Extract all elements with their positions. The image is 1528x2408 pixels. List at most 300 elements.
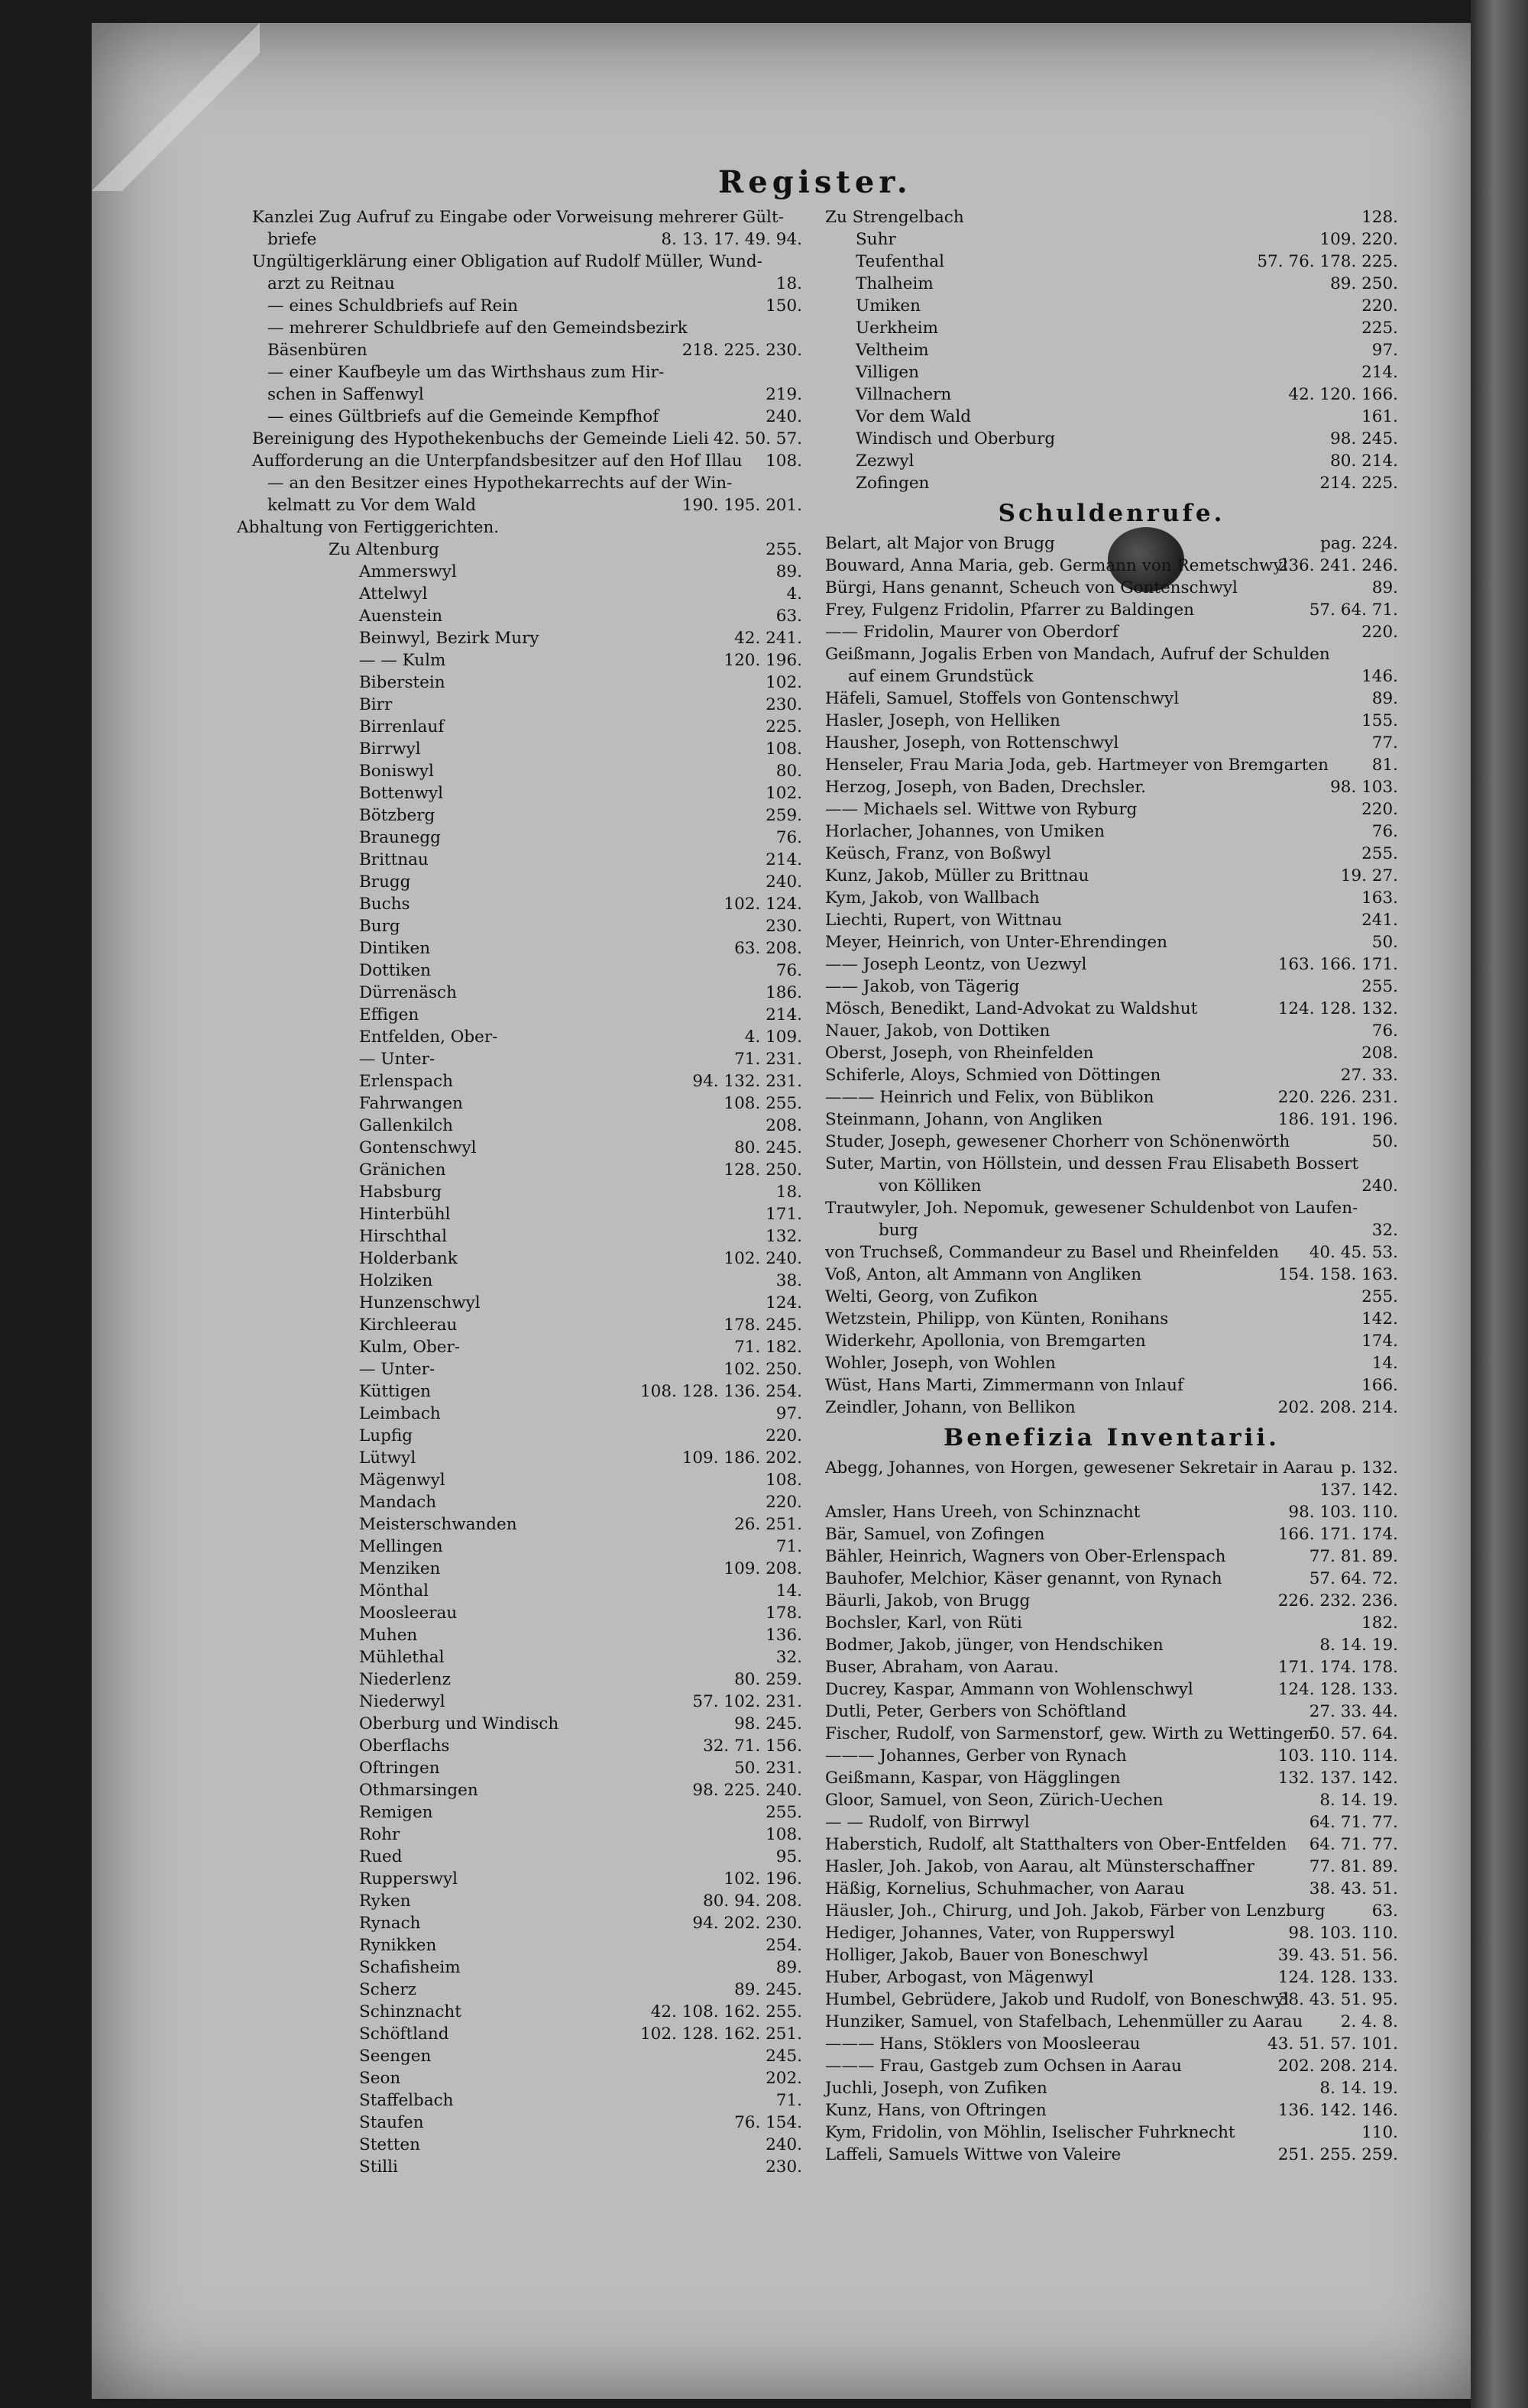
entry-name: Oftringen bbox=[359, 1759, 440, 1778]
entry-name: Voß, Anton, alt Ammann von Angliken bbox=[825, 1265, 1142, 1284]
entry-pages: 150. bbox=[766, 296, 802, 316]
entry-pages: 219. bbox=[766, 385, 802, 404]
register-entry bbox=[252, 1890, 802, 1912]
entry-pages: 89. bbox=[775, 1958, 802, 1977]
register-entry bbox=[252, 1447, 802, 1469]
entry-pages: 64. 71. 77. bbox=[1309, 1835, 1398, 1854]
entry-name: Umiken bbox=[856, 296, 921, 316]
entry-pages: 190. 195. 201. bbox=[681, 496, 802, 515]
entry-name: Haberstich, Rudolf, alt Statthalters von Ober-Entfelden bbox=[825, 1835, 1287, 1854]
entry-name: Othmarsingen bbox=[359, 1781, 478, 1800]
entry-pages: 42. 50. 57. bbox=[713, 429, 802, 448]
entry-pages: 241. bbox=[1361, 911, 1398, 930]
register-entry bbox=[252, 716, 802, 738]
entry-pages: 124. 128. 133. bbox=[1277, 1680, 1398, 1699]
entry-pages: 77. bbox=[1371, 733, 1398, 752]
entry-name: — mehrerer Schuldbriefe auf den Gemeindsbezirk bbox=[267, 319, 688, 338]
register-entry bbox=[825, 251, 1398, 273]
register-entry bbox=[252, 1624, 802, 1646]
entry-name: Nauer, Jakob, von Dottiken bbox=[825, 1021, 1050, 1041]
register-entry bbox=[252, 1580, 802, 1602]
entry-pages: 255. bbox=[1361, 844, 1398, 863]
register-entry bbox=[252, 2045, 802, 2067]
entry-name: Wüst, Hans Marti, Zimmermann von Inlauf bbox=[825, 1376, 1183, 1395]
entry-name: Seon bbox=[359, 2069, 401, 2088]
entry-name: Mägenwyl bbox=[359, 1471, 445, 1490]
entry-name: Dintiken bbox=[359, 939, 431, 958]
entry-pages: 14. bbox=[775, 1581, 802, 1600]
entry-pages: 38. 43. 51. 95. bbox=[1277, 1990, 1398, 2009]
entry-name: Rynikken bbox=[359, 1936, 437, 1955]
register-entry bbox=[825, 1966, 1398, 1989]
entry-pages: 161. bbox=[1361, 407, 1398, 426]
entry-name: Meisterschwanden bbox=[359, 1515, 517, 1534]
entry-pages: 77. 81. 89. bbox=[1309, 1547, 1398, 1566]
entry-name: Kunz, Hans, von Oftringen bbox=[825, 2101, 1047, 2120]
register-entry bbox=[252, 472, 802, 494]
entry-name: Mellingen bbox=[359, 1537, 443, 1556]
entry-pages: 225. bbox=[766, 717, 802, 736]
register-entry bbox=[825, 820, 1398, 843]
entry-name: Liechti, Rupert, von Wittnau bbox=[825, 911, 1063, 930]
entry-name: Häßig, Kornelius, Schuhmacher, von Aarau bbox=[825, 1879, 1185, 1898]
register-entry bbox=[252, 1824, 802, 1846]
entry-name: Zofingen bbox=[856, 474, 930, 493]
entry-pages: 142. bbox=[1361, 1309, 1398, 1329]
entry-pages: 124. bbox=[766, 1293, 802, 1312]
entry-name: Buchs bbox=[359, 895, 410, 914]
entry-name: Trautwyler, Joh. Nepomuk, gewesener Schuldenbot von Laufen- bbox=[825, 1199, 1358, 1218]
register-entry bbox=[252, 1934, 802, 1956]
register-entry bbox=[252, 738, 802, 760]
register-entry bbox=[825, 273, 1398, 295]
entry-pages: 39. 43. 51. 56. bbox=[1277, 1946, 1398, 1965]
entry-pages: 108. 255. bbox=[724, 1094, 802, 1113]
entry-name: auf einem Grundstück bbox=[848, 667, 1034, 686]
register-entry bbox=[252, 1358, 802, 1380]
entry-name: — Unter- bbox=[359, 1360, 435, 1379]
entry-name: Küttigen bbox=[359, 1382, 431, 1401]
entry-pages: 254. bbox=[766, 1936, 802, 1955]
entry-name: Remigen bbox=[359, 1803, 433, 1822]
register-entry bbox=[825, 865, 1398, 887]
entry-pages: 77. 81. 89. bbox=[1309, 1857, 1398, 1876]
register-entry bbox=[825, 2144, 1398, 2166]
register-entry bbox=[252, 1956, 802, 1979]
entry-name: Entfelden, Ober- bbox=[359, 1028, 498, 1047]
entry-pages: 240. bbox=[766, 407, 802, 426]
entry-pages: 50. 57. 64. bbox=[1309, 1724, 1398, 1743]
entry-name: —— Jakob, von Tägerig bbox=[825, 977, 1020, 996]
entry-name: Villnachern bbox=[856, 385, 952, 404]
entry-name: arzt zu Reitnau bbox=[267, 274, 395, 293]
register-entry bbox=[252, 1558, 802, 1580]
entry-name: Abhaltung von Fertiggerichten. bbox=[237, 518, 500, 537]
register-entry bbox=[252, 494, 802, 516]
entry-pages: 94. 202. 230. bbox=[692, 1914, 802, 1933]
entry-name: Aufforderung an die Unterpfandsbesitzer auf den Hof Illau bbox=[252, 452, 743, 471]
register-entry bbox=[825, 1723, 1398, 1745]
entry-name: Suter, Martin, von Höllstein, und dessen Frau Elisabeth Bossert bbox=[825, 1154, 1359, 1173]
entry-pages: 64. 71. 77. bbox=[1309, 1813, 1398, 1832]
entry-name: — — Rudolf, von Birrwyl bbox=[825, 1813, 1030, 1832]
register-entry bbox=[252, 295, 802, 317]
register-entry bbox=[252, 1292, 802, 1314]
entry-name: Bauhofer, Melchior, Käser genannt, von Rynach bbox=[825, 1569, 1222, 1588]
register-entry bbox=[252, 361, 802, 384]
entry-name: Kym, Jakob, von Wallbach bbox=[825, 888, 1040, 908]
register-entry bbox=[252, 273, 802, 295]
entry-name: Menziken bbox=[359, 1559, 441, 1578]
entry-name: Hinterbühl bbox=[359, 1205, 451, 1224]
register-entry bbox=[825, 998, 1398, 1020]
register-entry bbox=[252, 1536, 802, 1558]
entry-name: Schinznacht bbox=[359, 2002, 461, 2021]
register-entry bbox=[252, 2023, 802, 2045]
entry-pages: 186. bbox=[766, 983, 802, 1002]
entry-name: —— Michaels sel. Wittwe von Ryburg bbox=[825, 800, 1138, 819]
entry-pages: 76. 154. bbox=[734, 2113, 802, 2132]
register-entry bbox=[252, 804, 802, 827]
entry-name: Lupfig bbox=[359, 1426, 413, 1445]
register-entry bbox=[825, 532, 1398, 555]
entry-name: Leimbach bbox=[359, 1404, 441, 1423]
entry-name: Gallenkilch bbox=[359, 1116, 453, 1135]
entry-name: Rupperswyl bbox=[359, 1869, 458, 1889]
register-entry bbox=[252, 1469, 802, 1491]
entry-name: Biberstein bbox=[359, 673, 445, 692]
left-column bbox=[237, 206, 802, 2178]
register-entry bbox=[825, 406, 1398, 428]
entry-pages: 240. bbox=[766, 872, 802, 892]
entry-pages: 102. 196. bbox=[724, 1869, 802, 1889]
entry-name: Ammerswyl bbox=[359, 562, 457, 581]
entry-name: Buser, Abraham, von Aarau. bbox=[825, 1658, 1059, 1677]
entry-name: Birr bbox=[359, 695, 393, 714]
entry-name: Seengen bbox=[359, 2047, 432, 2066]
register-entry bbox=[825, 1989, 1398, 2011]
entry-name: Rued bbox=[359, 1847, 403, 1866]
entry-pages: 240. bbox=[1361, 1176, 1398, 1196]
entry-pages: 214. 225. bbox=[1319, 474, 1398, 493]
register-entry bbox=[825, 1197, 1398, 1219]
register-entry bbox=[825, 2077, 1398, 2099]
entry-pages: 220. bbox=[1361, 296, 1398, 316]
entry-name: ——— Hans, Stöklers von Moosleerau bbox=[825, 2034, 1141, 2054]
entry-name: Gontenschwyl bbox=[359, 1138, 477, 1157]
entry-name: — eines Gültbriefs auf die Gemeinde Kempfhof bbox=[267, 407, 659, 426]
register-entry bbox=[825, 1834, 1398, 1856]
entry-pages: 220. bbox=[766, 1426, 802, 1445]
register-entry bbox=[252, 2134, 802, 2156]
register-entry bbox=[252, 1248, 802, 1270]
entry-name: Hirschthal bbox=[359, 1227, 448, 1246]
entry-pages: 109. 208. bbox=[724, 1559, 802, 1578]
register-entry bbox=[825, 361, 1398, 384]
page-title: Register. bbox=[718, 164, 912, 200]
entry-pages: 8. 13. 17. 49. 94. bbox=[661, 230, 802, 249]
entry-name: Wohler, Joseph, von Wohlen bbox=[825, 1354, 1056, 1373]
register-entry bbox=[825, 206, 1398, 228]
entry-pages: 146. bbox=[1361, 667, 1398, 686]
register-entry bbox=[825, 1086, 1398, 1109]
entry-pages: 8. 14. 19. bbox=[1319, 1791, 1398, 1810]
entry-pages: 80. 245. bbox=[734, 1138, 802, 1157]
entry-name: Bouward, Anna Maria, geb. Germann von Remetschwyl bbox=[825, 556, 1288, 575]
entry-name: Thalheim bbox=[856, 274, 934, 293]
entry-pages: 76. bbox=[775, 828, 802, 847]
entry-pages: 109. 186. 202. bbox=[681, 1448, 802, 1468]
entry-pages: 89. bbox=[1371, 578, 1398, 597]
entry-name: Auenstein bbox=[359, 607, 443, 626]
register-entry bbox=[825, 776, 1398, 798]
register-entry bbox=[825, 1219, 1398, 1241]
entry-pages: 71. bbox=[775, 1537, 802, 1556]
entry-pages: 97. bbox=[1371, 341, 1398, 360]
entry-pages: 71. bbox=[775, 2091, 802, 2110]
register-entry bbox=[252, 1846, 802, 1868]
entry-pages: 214. bbox=[766, 1005, 802, 1024]
register-entry bbox=[252, 1092, 802, 1115]
entry-name: Boniswyl bbox=[359, 762, 434, 781]
entry-pages: 220. bbox=[1361, 623, 1398, 642]
register-entry bbox=[825, 599, 1398, 621]
entry-pages: 42. 120. 166. bbox=[1288, 385, 1398, 404]
register-entry bbox=[252, 1270, 802, 1292]
entry-name: Henseler, Frau Maria Joda, geb. Hartmeyer von Bremgarten bbox=[825, 756, 1329, 775]
entry-pages: 163. 166. 171. bbox=[1277, 955, 1398, 974]
entry-pages: 71. 231. bbox=[734, 1050, 802, 1069]
register-entry bbox=[252, 1602, 802, 1624]
entry-name: Veltheim bbox=[856, 341, 929, 360]
entry-pages: 40. 45. 53. bbox=[1309, 1243, 1398, 1262]
register-entry bbox=[252, 561, 802, 583]
entry-pages: 259. bbox=[766, 806, 802, 825]
register-entry bbox=[252, 2112, 802, 2134]
register-entry bbox=[252, 2089, 802, 2112]
register-entry bbox=[252, 627, 802, 649]
entry-pages: 124. 128. 132. bbox=[1277, 999, 1398, 1018]
entry-name: burg bbox=[879, 1221, 918, 1240]
register-entry bbox=[825, 1656, 1398, 1678]
entry-pages: 110. bbox=[1361, 2123, 1398, 2142]
entry-pages: 8. 14. 19. bbox=[1319, 2079, 1398, 2098]
register-entry bbox=[252, 1336, 802, 1358]
entry-name: Kanzlei Zug Aufruf zu Eingabe oder Vorweisung mehrerer Gült- bbox=[252, 208, 784, 227]
entry-name: Welti, Georg, von Zufikon bbox=[825, 1287, 1038, 1306]
entry-name: Attelwyl bbox=[359, 584, 428, 604]
entry-pages: 80. bbox=[775, 762, 802, 781]
entry-pages: 124. 128. 133. bbox=[1277, 1968, 1398, 1987]
register-entry bbox=[825, 1767, 1398, 1789]
entry-pages: 42. 108. 162. 255. bbox=[650, 2002, 802, 2021]
entry-pages: 155. bbox=[1361, 711, 1398, 730]
register-entry bbox=[825, 1789, 1398, 1811]
section-heading: Benefizia Inventarii. bbox=[944, 1424, 1280, 1452]
entry-name: — an den Besitzer eines Hypothekarrechts auf der Win- bbox=[267, 474, 733, 493]
entry-pages: 208. bbox=[1361, 1044, 1398, 1063]
entry-name: Zeindler, Johann, von Bellikon bbox=[825, 1398, 1076, 1417]
register-entry bbox=[252, 1115, 802, 1137]
register-entry bbox=[825, 643, 1398, 665]
register-entry bbox=[252, 228, 802, 251]
entry-name: Holziken bbox=[359, 1271, 433, 1290]
register-entry bbox=[825, 1590, 1398, 1612]
register-entry bbox=[252, 694, 802, 716]
register-entry bbox=[825, 295, 1398, 317]
entry-name: Zu Strengelbach bbox=[825, 208, 964, 227]
register-entry bbox=[252, 1979, 802, 2001]
entry-pages: 132. 137. 142. bbox=[1277, 1769, 1398, 1788]
register-entry bbox=[825, 317, 1398, 339]
entry-pages: 136. 142. 146. bbox=[1277, 2101, 1398, 2120]
entry-name: Moosleerau bbox=[359, 1604, 458, 1623]
register-entry bbox=[825, 1330, 1398, 1352]
register-entry bbox=[252, 206, 802, 228]
register-entry bbox=[252, 937, 802, 960]
entry-pages: 178. 245. bbox=[724, 1316, 802, 1335]
entry-name: Studer, Joseph, gewesener Chorherr von Schönenwörth bbox=[825, 1132, 1290, 1151]
register-entry bbox=[237, 516, 802, 539]
entry-name: Bötzberg bbox=[359, 806, 435, 825]
register-entry bbox=[825, 909, 1398, 931]
register-entry bbox=[825, 1678, 1398, 1701]
entry-pages: 174. bbox=[1361, 1332, 1398, 1351]
register-entry bbox=[825, 1501, 1398, 1523]
entry-pages: 98. 245. bbox=[734, 1714, 802, 1733]
entry-name: Juchli, Joseph, von Zufiken bbox=[825, 2079, 1047, 2098]
entry-pages: 163. bbox=[1361, 888, 1398, 908]
register-entry bbox=[825, 976, 1398, 998]
entry-pages: 108. bbox=[766, 452, 802, 471]
register-entry bbox=[252, 1735, 802, 1757]
entry-name: Brittnau bbox=[359, 850, 429, 869]
register-entry bbox=[825, 1479, 1398, 1501]
register-entry bbox=[252, 1912, 802, 1934]
register-entry bbox=[825, 1922, 1398, 1944]
register-entry bbox=[252, 782, 802, 804]
entry-name: Dürrenäsch bbox=[359, 983, 457, 1002]
entry-name: Hasler, Joseph, von Helliken bbox=[825, 711, 1060, 730]
register-entry bbox=[252, 384, 802, 406]
register-entry bbox=[825, 1457, 1398, 1479]
entry-name: Häusler, Joh., Chirurg, und Joh. Jakob, Färber von Lenzburg bbox=[825, 1901, 1326, 1921]
entry-pages: 202. 208. 214. bbox=[1277, 2057, 1398, 2076]
entry-pages: 230. bbox=[766, 917, 802, 936]
entry-pages: 63. 208. bbox=[734, 939, 802, 958]
entry-pages: 108. bbox=[766, 740, 802, 759]
register-entry bbox=[252, 893, 802, 915]
entry-pages: 18. bbox=[775, 274, 802, 293]
register-entry bbox=[252, 1070, 802, 1092]
register-entry bbox=[825, 1745, 1398, 1767]
entry-pages: 109. 220. bbox=[1319, 230, 1398, 249]
entry-name: Erlenspach bbox=[359, 1072, 453, 1091]
entry-name: Frey, Fulgenz Fridolin, Pfarrer zu Baldingen bbox=[825, 600, 1195, 620]
entry-pages: 27. 33. bbox=[1340, 1066, 1398, 1085]
entry-name: Mandach bbox=[359, 1493, 437, 1512]
entry-name: Niederlenz bbox=[359, 1670, 451, 1689]
register-entry bbox=[825, 1811, 1398, 1834]
entry-pages: 57. 64. 72. bbox=[1309, 1569, 1398, 1588]
entry-pages: 202. bbox=[766, 2069, 802, 2088]
entry-pages: 102. bbox=[766, 784, 802, 803]
entry-pages: 171. 174. 178. bbox=[1277, 1658, 1398, 1677]
register-entry bbox=[252, 1691, 802, 1713]
entry-name: Kirchleerau bbox=[359, 1316, 458, 1335]
entry-pages: 89. bbox=[775, 562, 802, 581]
entry-name: ——— Johannes, Gerber von Rynach bbox=[825, 1746, 1127, 1766]
register-entry bbox=[252, 251, 802, 273]
entry-name: Rohr bbox=[359, 1825, 400, 1844]
section-heading: Schuldenrufe. bbox=[998, 500, 1225, 527]
register-entry bbox=[252, 406, 802, 428]
entry-pages: 214. bbox=[1361, 363, 1398, 382]
entry-name: Häfeli, Samuel, Stoffels von Gontenschwyl bbox=[825, 689, 1180, 708]
entry-name: Scherz bbox=[359, 1980, 416, 1999]
entry-name: schen in Saffenwyl bbox=[267, 385, 424, 404]
register-entry bbox=[252, 2001, 802, 2023]
entry-pages: 98. 103. bbox=[1330, 778, 1398, 797]
entry-pages: 18. bbox=[775, 1183, 802, 1202]
register-entry bbox=[825, 472, 1398, 494]
entry-name: — einer Kaufbeyle um das Wirthshaus zum Hir- bbox=[267, 363, 665, 382]
entry-name: —— Joseph Leontz, von Uezwyl bbox=[825, 955, 1087, 974]
entry-pages: 76. bbox=[775, 961, 802, 980]
entry-pages: 43. 51. 57. 101. bbox=[1267, 2034, 1398, 2054]
entry-name: Hediger, Johannes, Vater, von Rupperswyl bbox=[825, 1924, 1175, 1943]
register-entry bbox=[252, 1491, 802, 1513]
entry-name: Oberst, Joseph, von Rheinfelden bbox=[825, 1044, 1094, 1063]
entry-pages: 136. bbox=[766, 1626, 802, 1645]
entry-name: von Truchseß, Commandeur zu Basel und Rheinfelden bbox=[825, 1243, 1279, 1262]
register-entry bbox=[825, 2033, 1398, 2055]
entry-pages: 50. 231. bbox=[734, 1759, 802, 1778]
entry-pages: 218. 225. 230. bbox=[681, 341, 802, 360]
entry-pages: 2. 4. 8. bbox=[1340, 2012, 1398, 2031]
register-entry bbox=[252, 1048, 802, 1070]
entry-name: Hunziker, Samuel, von Stafelbach, Lehenmüller zu Aarau bbox=[825, 2012, 1303, 2031]
entry-name: Bottenwyl bbox=[359, 784, 444, 803]
entry-pages: p. 132. bbox=[1340, 1458, 1398, 1477]
entry-name: Brugg bbox=[359, 872, 411, 892]
entry-name: Huber, Arbogast, von Mägenwyl bbox=[825, 1968, 1094, 1987]
entry-name: Braunegg bbox=[359, 828, 441, 847]
register-entry bbox=[252, 1779, 802, 1801]
register-entry bbox=[825, 887, 1398, 909]
register-entry bbox=[825, 732, 1398, 754]
entry-pages: 202. 208. 214. bbox=[1277, 1398, 1398, 1417]
entry-name: Zezwyl bbox=[856, 452, 915, 471]
register-entry bbox=[252, 450, 802, 472]
entry-pages: 208. bbox=[766, 1116, 802, 1135]
entry-name: Gränichen bbox=[359, 1160, 446, 1180]
entry-pages: 255. bbox=[1361, 1287, 1398, 1306]
entry-pages: 19. 27. bbox=[1340, 866, 1398, 885]
entry-name: kelmatt zu Vor dem Wald bbox=[267, 496, 476, 515]
entry-pages: 120. 196. bbox=[724, 651, 802, 670]
register-entry bbox=[252, 827, 802, 849]
register-entry bbox=[825, 931, 1398, 953]
register-entry bbox=[825, 1944, 1398, 1966]
entry-pages: 128. 250. bbox=[724, 1160, 802, 1180]
entry-name: —— Fridolin, Maurer von Oberdorf bbox=[825, 623, 1118, 642]
entry-name: Suhr bbox=[856, 230, 896, 249]
entry-pages: 98. 103. 110. bbox=[1288, 1503, 1398, 1522]
entry-pages: 178. bbox=[766, 1604, 802, 1623]
register-entry bbox=[825, 1241, 1398, 1264]
register-entry bbox=[252, 1801, 802, 1824]
